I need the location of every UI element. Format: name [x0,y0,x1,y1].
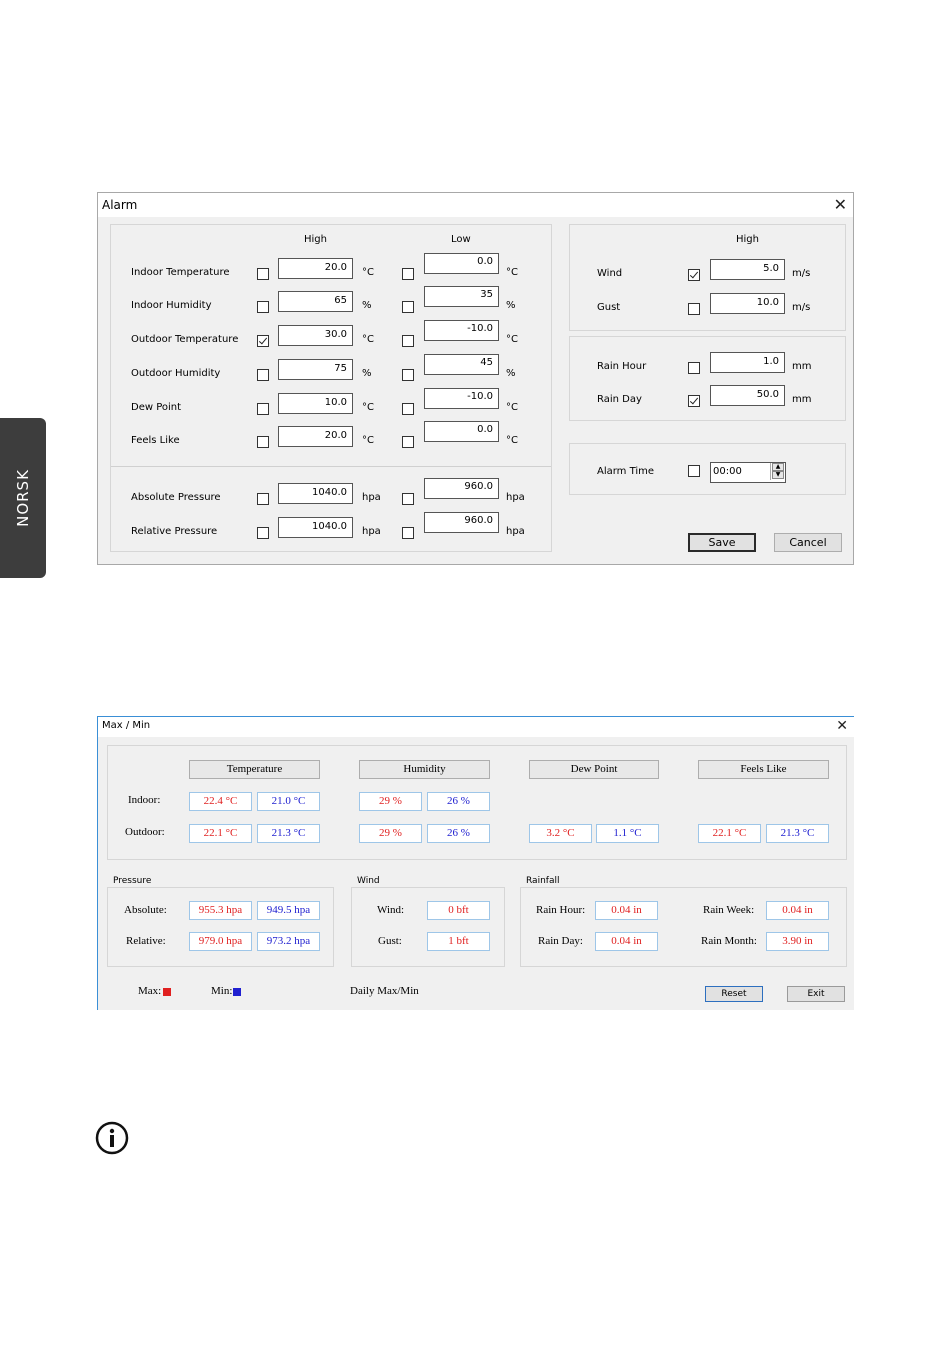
alarm-time-value: 00:00 [713,466,742,477]
language-side-tab [0,418,46,578]
rainfall-group-title: Rainfall [526,876,560,886]
daily-maxmin-label: Daily Max/Min [350,985,419,997]
alarm-relative-pressure-high-field[interactable]: 1040.0 [278,517,353,538]
alarm-relative-pressure-high-unit: hpa [362,526,381,537]
alarm-feels-like-low-field[interactable]: 0.0 [424,421,499,442]
alarm-outdoor-temperature-low-checkbox[interactable] [402,335,414,347]
rainfall-group [520,887,847,967]
maxmin-window [97,716,854,1010]
info-circle-icon [95,1121,129,1155]
alarm-outdoor-humidity-high-unit: % [362,368,372,379]
gust-max: 1 bft [427,932,490,951]
alarm-rain-hour-checkbox[interactable] [688,362,700,374]
dew-point-column-header[interactable]: Dew Point [529,760,659,779]
exit-button[interactable]: Exit [787,986,845,1002]
alarm-wind-high-header: High [736,234,759,245]
alarm-dew-point-high-checkbox[interactable] [257,403,269,415]
alarm-dew-point-low-unit: °C [506,402,518,413]
side-tab-label: NORSK [14,469,32,527]
alarm-gust-field[interactable]: 10.0 [710,293,785,314]
wind-group-title: Wind [357,876,380,886]
gust-label: Gust: [378,935,402,947]
humidity-column-header[interactable]: Humidity [359,760,490,779]
alarm-feels-like-high-field[interactable]: 20.0 [278,426,353,447]
alarm-feels-like-low-unit: °C [506,435,518,446]
close-icon[interactable]: ✕ [833,195,847,214]
alarm-dew-point-high-field[interactable]: 10.0 [278,393,353,414]
alarm-rain-hour-label: Rain Hour [597,361,647,372]
alarm-feels-like-label: Feels Like [131,435,180,446]
maxmin-titlebar [98,717,854,737]
pressure-group [107,887,334,967]
alarm-feels-like-high-checkbox[interactable] [257,436,269,448]
indoor-hum-min: 26 % [427,792,490,811]
legend-min-swatch [233,988,241,996]
alarm-outdoor-humidity-low-unit: % [506,368,516,379]
alarm-outdoor-temperature-high-field[interactable]: 30.0 [278,325,353,346]
indoor-hum-max: 29 % [359,792,422,811]
rain-month-max: 3.90 in [766,932,829,951]
alarm-relative-pressure-label: Relative Pressure [131,526,218,537]
alarm-outdoor-humidity-high-field[interactable]: 75 [278,359,353,380]
pressure-group-title: Pressure [113,876,152,886]
alarm-window-title: Alarm [102,198,138,212]
alarm-absolute-pressure-low-field[interactable]: 960.0 [424,478,499,499]
cancel-button[interactable]: Cancel [774,533,842,552]
alarm-relative-pressure-low-field[interactable]: 960.0 [424,512,499,533]
alarm-wind-unit: m/s [792,268,811,279]
alarm-indoor-humidity-low-field[interactable]: 35 [424,286,499,307]
alarm-indoor-temperature-low-checkbox[interactable] [402,268,414,280]
wind-label: Wind: [377,904,405,916]
alarm-outdoor-temperature-high-unit: °C [362,334,374,345]
alarm-outdoor-temperature-high-checkbox[interactable] [257,335,269,347]
wind-max: 0 bft [427,901,490,920]
alarm-indoor-humidity-high-unit: % [362,300,372,311]
outdoor-feels-min: 21.3 °C [766,824,829,843]
rain-hour-max: 0.04 in [595,901,658,920]
alarm-outdoor-temperature-label: Outdoor Temperature [131,334,239,345]
indoor-temp-max: 22.4 °C [189,792,252,811]
outdoor-temp-max: 22.1 °C [189,824,252,843]
legend-min-label: Min: [211,985,233,997]
alarm-rain-hour-field[interactable]: 1.0 [710,352,785,373]
alarm-rain-day-field[interactable]: 50.0 [710,385,785,406]
spin-up-icon[interactable]: ▲ [772,463,784,471]
alarm-relative-pressure-low-checkbox[interactable] [402,527,414,539]
outdoor-dew-min: 1.1 °C [596,824,659,843]
alarm-window [97,192,854,565]
alarm-outdoor-humidity-high-checkbox[interactable] [257,369,269,381]
alarm-dew-point-low-field[interactable]: -10.0 [424,388,499,409]
alarm-absolute-pressure-label: Absolute Pressure [131,492,221,503]
alarm-absolute-pressure-high-field[interactable]: 1040.0 [278,483,353,504]
alarm-relative-pressure-low-unit: hpa [506,526,525,537]
alarm-rain-day-checkbox[interactable] [688,395,700,407]
alarm-indoor-temperature-label: Indoor Temperature [131,267,230,278]
relative-pressure-max: 979.0 hpa [189,932,252,951]
outdoor-temp-min: 21.3 °C [257,824,320,843]
alarm-relative-pressure-high-checkbox[interactable] [257,527,269,539]
relative-pressure-label: Relative: [126,935,166,947]
wind-group [351,887,505,967]
alarm-time-spinner[interactable] [770,463,784,480]
alarm-gust-label: Gust [597,302,621,313]
alarm-indoor-humidity-label: Indoor Humidity [131,300,212,311]
alarm-rain-hour-unit: mm [792,361,812,372]
temperature-column-header[interactable]: Temperature [189,760,320,779]
alarm-titlebar [98,193,853,217]
legend-max-swatch [163,988,171,996]
outdoor-label: Outdoor: [125,826,165,838]
alarm-outdoor-humidity-label: Outdoor Humidity [131,368,221,379]
absolute-pressure-min: 949.5 hpa [257,901,320,920]
alarm-dew-point-high-unit: °C [362,402,374,413]
alarm-outdoor-temperature-low-unit: °C [506,334,518,345]
alarm-indoor-temperature-low-field[interactable]: 0.0 [424,253,499,274]
alarm-indoor-humidity-high-field[interactable]: 65 [278,291,353,312]
alarm-time-label: Alarm Time [597,466,655,477]
relative-pressure-min: 973.2 hpa [257,932,320,951]
alarm-wind-field[interactable]: 5.0 [710,259,785,280]
rain-hour-label: Rain Hour: [536,904,586,916]
alarm-gust-checkbox[interactable] [688,303,700,315]
alarm-absolute-pressure-high-unit: hpa [362,492,381,503]
alarm-absolute-pressure-high-checkbox[interactable] [257,493,269,505]
feels-like-column-header[interactable]: Feels Like [698,760,829,779]
alarm-rain-day-unit: mm [792,394,812,405]
rain-day-label: Rain Day: [538,935,583,947]
outdoor-hum-min: 26 % [427,824,490,843]
alarm-outdoor-humidity-low-field[interactable]: 45 [424,354,499,375]
spin-down-icon[interactable]: ▼ [772,471,784,479]
maxmin-window-title: Max / Min [102,720,151,731]
alarm-gust-unit: m/s [792,302,811,313]
alarm-high-header: High [304,234,327,245]
rain-month-label: Rain Month: [701,935,757,947]
alarm-indoor-humidity-low-checkbox[interactable] [402,301,414,313]
alarm-indoor-humidity-high-checkbox[interactable] [257,301,269,313]
alarm-wind-checkbox[interactable] [688,269,700,281]
alarm-outdoor-temperature-low-field[interactable]: -10.0 [424,320,499,341]
reset-button[interactable]: Reset [705,986,763,1002]
alarm-rain-group [569,336,846,421]
rain-week-max: 0.04 in [766,901,829,920]
alarm-dew-point-low-checkbox[interactable] [402,403,414,415]
outdoor-feels-max: 22.1 °C [698,824,761,843]
alarm-wind-label: Wind [597,268,623,279]
alarm-left-divider [111,466,551,467]
alarm-absolute-pressure-low-checkbox[interactable] [402,493,414,505]
rain-week-label: Rain Week: [703,904,755,916]
absolute-pressure-label: Absolute: [124,904,167,916]
alarm-absolute-pressure-low-unit: hpa [506,492,525,503]
alarm-indoor-humidity-low-unit: % [506,300,516,311]
alarm-indoor-temperature-low-unit: °C [506,267,518,278]
alarm-outdoor-humidity-low-checkbox[interactable] [402,369,414,381]
alarm-feels-like-high-unit: °C [362,435,374,446]
absolute-pressure-max: 955.3 hpa [189,901,252,920]
indoor-label: Indoor: [128,794,161,806]
alarm-time-checkbox[interactable] [688,465,700,477]
rain-day-max: 0.04 in [595,932,658,951]
alarm-indoor-temperature-high-field[interactable]: 20.0 [278,258,353,279]
alarm-indoor-temperature-high-unit: °C [362,267,374,278]
indoor-temp-min: 21.0 °C [257,792,320,811]
alarm-indoor-temperature-high-checkbox[interactable] [257,268,269,280]
alarm-rain-day-label: Rain Day [597,394,642,405]
legend-max-label: Max: [138,985,162,997]
save-button[interactable]: Save [688,533,756,552]
close-icon[interactable]: ✕ [836,718,848,734]
alarm-dew-point-label: Dew Point [131,402,182,413]
alarm-feels-like-low-checkbox[interactable] [402,436,414,448]
outdoor-hum-max: 29 % [359,824,422,843]
outdoor-dew-max: 3.2 °C [529,824,592,843]
alarm-low-header: Low [451,234,471,245]
